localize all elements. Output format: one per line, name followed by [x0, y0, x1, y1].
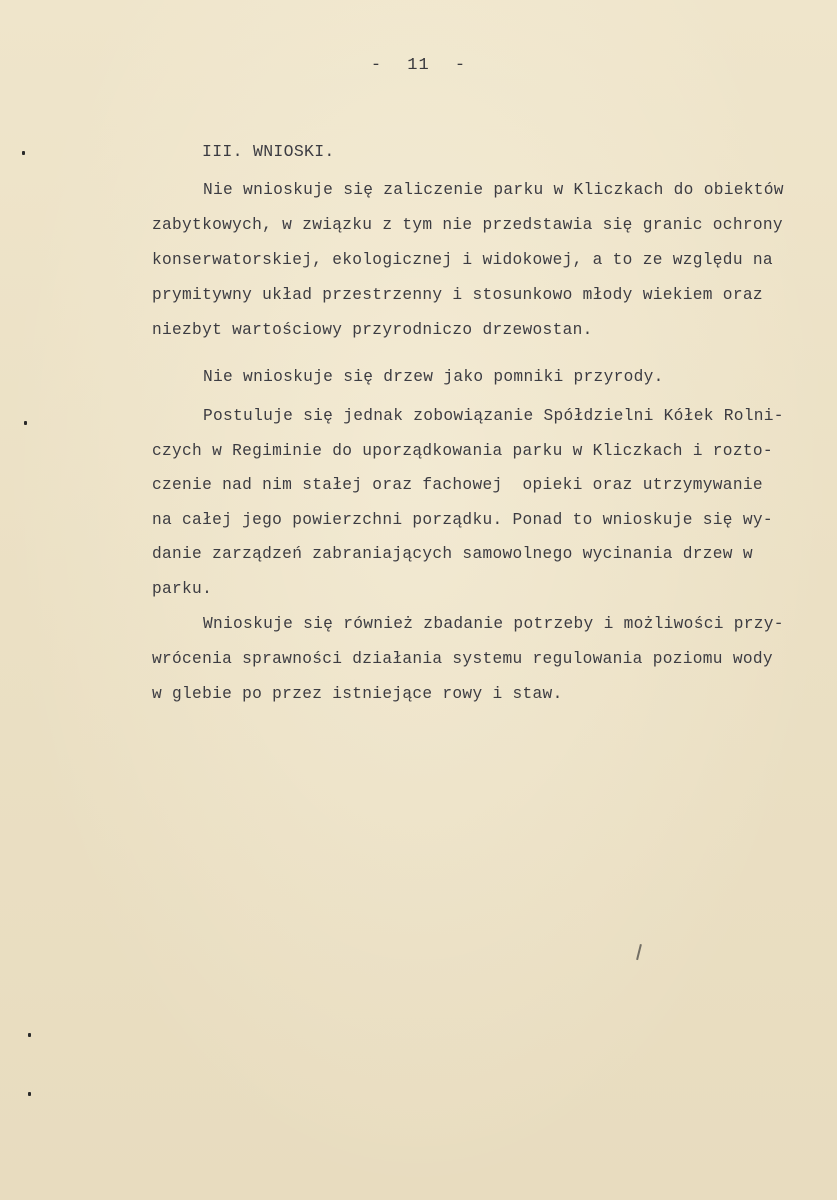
- pen-stroke-mark: [636, 944, 641, 960]
- paragraph-1-line-4: prymitywny układ przestrzenny i stosunkowo młody wiekiem oraz: [152, 286, 763, 304]
- margin-mark: [28, 1033, 31, 1037]
- margin-mark: [24, 421, 27, 425]
- paragraph-1-line-2: zabytkowych, w związku z tym nie przedstawia się granic ochrony: [152, 216, 783, 234]
- paragraph-4-line-1: Wnioskuje się również zbadanie potrzeby i możliwości przy-: [203, 615, 784, 633]
- paragraph-3-line-5: danie zarządzeń zabraniających samowolnego wycinania drzew w: [152, 545, 753, 563]
- page-number: - 11 -: [370, 56, 467, 75]
- paragraph-3-line-6: parku.: [152, 580, 213, 598]
- paragraph-1-line-1: Nie wnioskuje się zaliczenie parku w Kliczkach do obiektów: [203, 181, 784, 199]
- paragraph-3-line-2: czych w Regiminie do uporządkowania parku w Kliczkach i rozto-: [152, 442, 773, 460]
- paragraph-3-line-3: czenie nad nim stałej oraz fachowej opieki oraz utrzymywanie: [152, 476, 763, 494]
- margin-mark: [22, 151, 25, 155]
- paragraph-2-line-1: Nie wnioskuje się drzew jako pomniki przyrody.: [203, 368, 664, 386]
- paragraph-3-line-4: na całej jego powierzchni porządku. Ponad to wnioskuje się wy-: [152, 511, 773, 529]
- margin-mark: [28, 1092, 31, 1096]
- paragraph-1-line-3: konserwatorskiej, ekologicznej i widokowej, a to ze względu na: [152, 251, 773, 269]
- paragraph-4-line-2: wrócenia sprawności działania systemu regulowania poziomu wody: [152, 650, 773, 668]
- paragraph-1-line-5: niezbyt wartościowy przyrodniczo drzewostan.: [152, 321, 593, 339]
- section-heading: III. WNIOSKI.: [202, 142, 335, 161]
- paragraph-4-line-3: w glebie po przez istniejące rowy i staw.: [152, 685, 563, 703]
- paragraph-3-line-1: Postuluje się jednak zobowiązanie Spółdzielni Kółek Rolni-: [203, 407, 784, 425]
